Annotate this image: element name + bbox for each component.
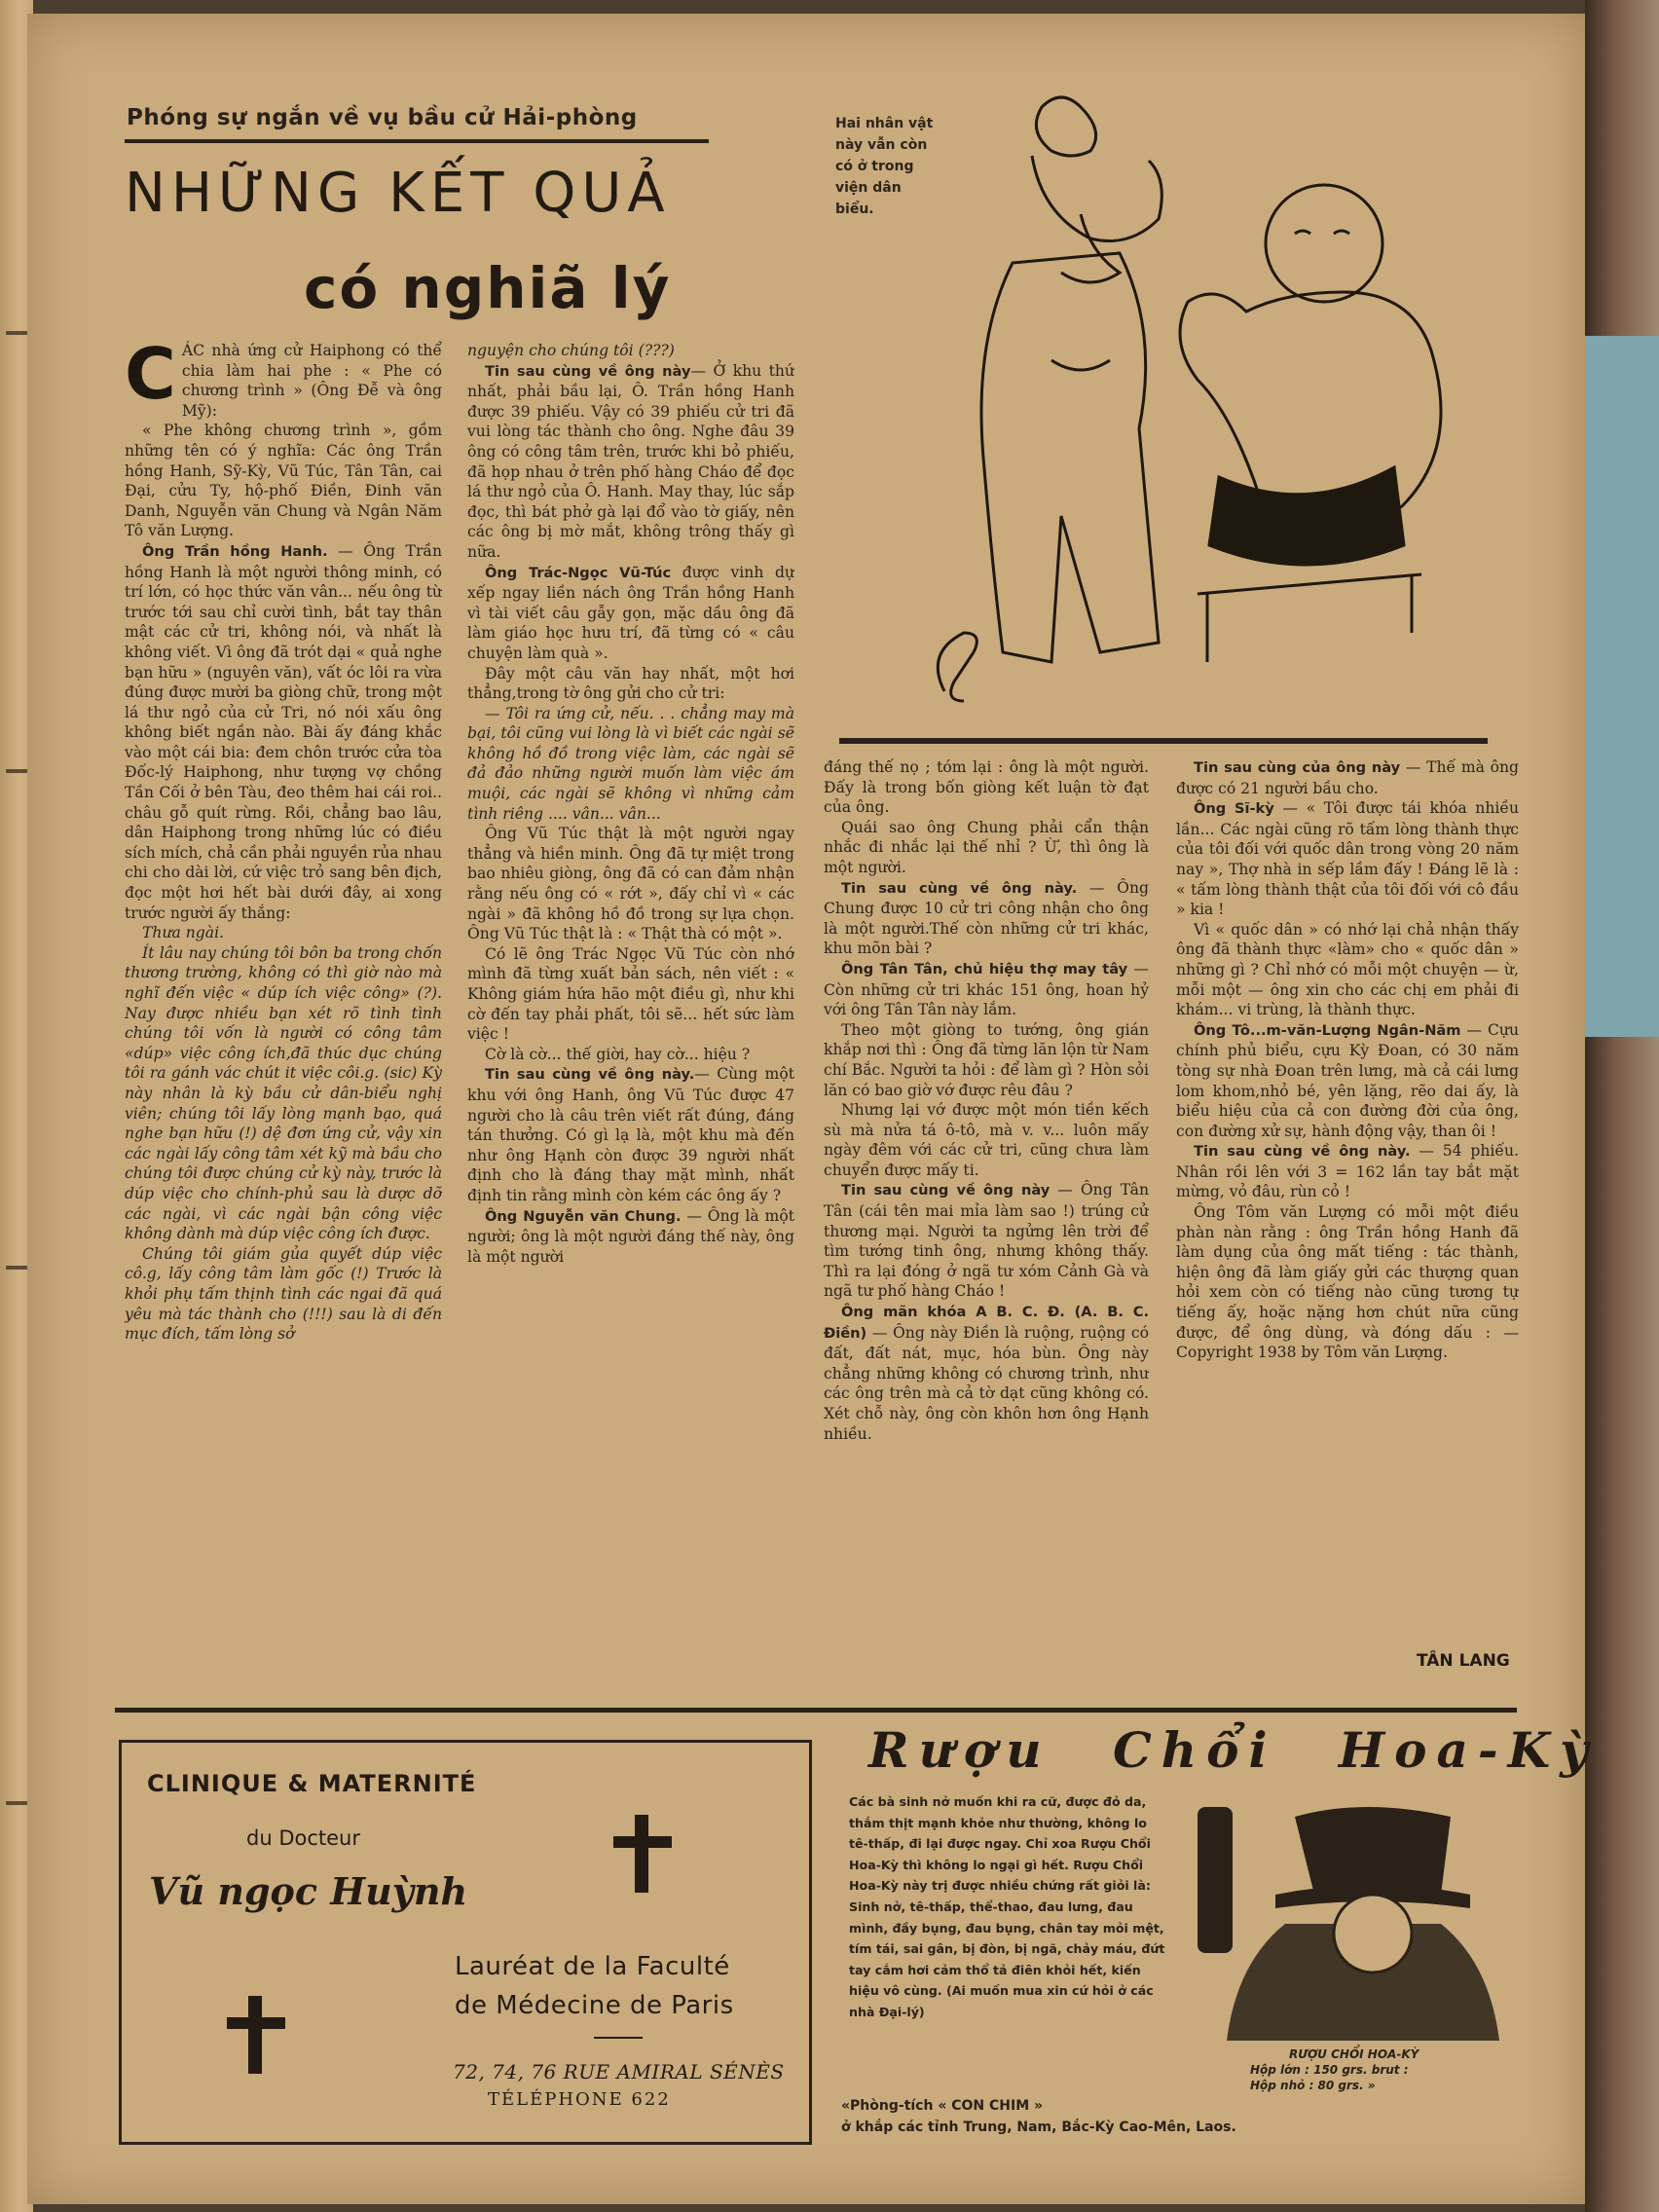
article-paragraph bbox=[1176, 798, 1519, 920]
wine-ad-footer-line-2: ở khắp các tỉnh Trung, Nam, Bắc-Kỳ Cao-Mên, Laos. bbox=[841, 2120, 1236, 2135]
article-text: — « Tôi được tái khóa nhiều lần... Các ngài cũng rõ tấm lòng thành thực của tôi đối với quốc dân trong vòng 20 năm nay », Thợ nhà in sếp lầm đấy ! Đáng lẽ là : « tấm lòng thành thật của tôi đối với cô đầu » kia ! bbox=[1176, 799, 1519, 919]
article-paragraph: Cờ là cờ... thế giời, hay cờ... hiệu ? bbox=[485, 1045, 751, 1063]
article-column-3 bbox=[824, 757, 1149, 1696]
article-text: Chúng tôi giám gủa quyết dúp việc cô.g, lấy công tâm làm gốc (!) Trước là khỏi phụ tấm thịnh tình các ngai đã quá yêu mà tác thành cho (!!!) sau là di đến mục đích, tấm lòng sở bbox=[125, 1244, 442, 1344]
article-text: ÁC nhà ứng cử Haiphong có thể chia làm hai phe : « Phe có chương trình » (Ông Đễ và ông Mỹ): bbox=[181, 342, 442, 420]
article-paragraph bbox=[125, 943, 442, 1244]
article-paragraph bbox=[467, 563, 794, 664]
article-paragraph: « Phe không chương trình », gồm những tên có ý nghĩa: Các ông Trần hồng Hanh, Sỹ-Kỳ, Vũ Túc, Tân Tân, cai Đại, cửu Ty, hộ-phố Điền, Đinh văn Danh, Nguyễn văn Chung và Ngân Năm Tô văn Lượng. bbox=[125, 422, 442, 540]
article-paragraph bbox=[125, 341, 442, 421]
article-text: — Ông là một người; ông là một người đáng thế này, ông là một người bbox=[467, 1206, 794, 1266]
wine-ad-footer-line-1: «Phòng-tích « CON CHIM » bbox=[841, 2098, 1044, 2114]
article-paragraph: Theo một giòng to tướng, ông gián khắp nơi thì : Ông đã từng lăn lộn từ Nam chí Bắc. Người ta hỏi : để làm gì ? Hòn sỏi lăn có bao giờ vớ được rêu đâu ? bbox=[824, 1020, 1149, 1099]
article-paragraph bbox=[467, 341, 794, 361]
subhead: Ông Sĩ-kỳ bbox=[1194, 800, 1274, 818]
subhead: Tin sau cùng về ông này. bbox=[1194, 1143, 1411, 1161]
article-text: nguyện cho chúng tôi (???) bbox=[467, 342, 675, 359]
article-text: — 54 phiếu. Nhân rồi lên với 3 = 162 lần tay bắt mặt mừng, vỏ đâu, rùn cỏ ! bbox=[1176, 1142, 1519, 1201]
article-paragraph: Có lẽ ông Trác Ngọc Vũ Túc còn nhớ mình đã từng xuất bản sách, nên viết : « Không giám hứa hão một điều gì, như khi cờ đến tay phải phất, tôi sẽ... hết sức làm việc ! bbox=[467, 944, 794, 1044]
article-column-1 bbox=[125, 341, 442, 1696]
article-paragraph: đáng thế nọ ; tóm lại : ông là một người. Đấy là trong bốn giòng kết luận tờ đạt của ông. bbox=[824, 758, 1149, 817]
stool bbox=[1198, 574, 1421, 662]
article-text: — Tôi ra ứng cử, nếu. . . chẳng may mà bại, tôi cũng vui lòng là vì biết các ngài sẽ không hồ đồ trong việc làm, các ngài sẽ đả đảo những người muốn làm việc ám muội, các ngài sẽ không vì những cảm tình riêng .... vân... vân... bbox=[467, 704, 794, 823]
clinic-subtitle: du Docteur bbox=[246, 1826, 360, 1850]
clinic-dash bbox=[594, 2037, 643, 2039]
blue-card-edge bbox=[1582, 336, 1659, 1037]
subhead: Tin sau cùng về ông này. bbox=[485, 1066, 695, 1084]
article-text: — Cựu chính phủ biểu, cựu Kỳ Đoan, có 30 năm tòng sự nhà Đoan trên lưng, mà cả cái lưng lom khom,nhỏ bé, yên lặng, rẽo dai ấy, là biểu hiệu của cả con đường đời của ông, con đường xử sự, hành động vậy, than ôi ! bbox=[1176, 1020, 1519, 1140]
subhead: Ông Nguyễn văn Chung. bbox=[485, 1207, 682, 1225]
article-paragraph bbox=[467, 361, 794, 563]
stitch-mark bbox=[6, 1266, 27, 1270]
article-text: Thưa ngài. bbox=[142, 924, 225, 942]
article-column-2 bbox=[467, 341, 794, 1696]
article-paragraph bbox=[125, 1244, 442, 1345]
article-text: — Ông Trần hồng Hanh là một người thông minh, có trí lớn, có học thức văn vân... nếu ông từ trước tới sau chỉ cười tình, bắt tay thân mật các cử tri, không nói, và nhất là không viết. Vì ông đã trót dại « quả nghe bạn hữu » (nguyên văn), vất óc lôi ra vừa đúng được mười ba giòng chữ, trong một lá thư ngỏ của cử Tri, nó nói xấu ông không biết ngần nào. Bài ấy đáng khắc vào một cái bia: đem chôn trước cửa tòa Đốc-lý Haiphong, như tượng vợ chồng Tần Cối ở bên Tàu, đeo thêm hai cái roi.. châu gỗ quít rừng. Rồi, chẳng bao lâu, dân Haiphong trong những lúc có điều sích mích, chả cần phải nguyền rủa nhau chi cho dài lời, cứ việc trỏ sang bên địch, đọc một hơi hết bài dưới đây, ai xong trước người ấy thắng: bbox=[125, 541, 442, 922]
article-paragraph: Vì « quốc dân » có nhớ lại chả nhận thấy ông đã thành thực «làm» cho « quốc dân » những gì ? Chỉ nhớ có mỗi một chuyện — ừ, mỗi một — ông xin cho các chị em phải đi khám... vi trùng, là thành thực. bbox=[1176, 920, 1519, 1019]
cross-icon bbox=[613, 1815, 672, 1893]
fat-man-shorts bbox=[1209, 467, 1404, 565]
old-man-head bbox=[1032, 156, 1161, 241]
bottle-label: RƯỢU CHỔI HOA-KỲ bbox=[1289, 2047, 1419, 2061]
credential-line-1: Lauréat de la Faculté bbox=[455, 1952, 730, 1981]
cartoon-caption: Hai nhân vật này vẫn còn có ở trong viện dân biểu. bbox=[835, 116, 934, 217]
article-paragraph: Đây một câu văn hay nhất, một hơi thẳng,trong tờ ông gửi cho cử tri: bbox=[467, 664, 794, 703]
article-paragraph bbox=[467, 1206, 794, 1268]
subhead: Tin sau cùng về ông này bbox=[485, 362, 691, 380]
stitch-mark bbox=[6, 1801, 27, 1805]
article-text: — Ở khu thứ nhất, phải bầu lại, Ô. Trần hồng Hanh được 39 phiếu. Vậy có 39 phiếu cử tri đã vui lòng tác thành cho ông. Nghe đâu 39 ông có công tâm trên, trước khi bỏ phiếu, đã họp nhau ở trên phố hàng Cháo để đọc lá thư ngỏ của Ô. Hanh. May thay, lúc sắp đọc, thì bát phở gà lại đổ vào tờ giấy, nên các ông bị mờ mắt, không trông thấy gì nữa. bbox=[467, 361, 794, 561]
article-signature: TÂN LANG bbox=[1417, 1651, 1510, 1671]
clinic-address: 72, 74, 76 RUE AMIRAL SÉNÈS bbox=[453, 2060, 785, 2083]
stitch-mark bbox=[6, 331, 27, 335]
subhead: Ông Tân Tân, chủ hiệu thợ may tây bbox=[841, 960, 1128, 977]
article-paragraph bbox=[467, 1064, 794, 1205]
doctor-name: Vũ ngọc Huỳnh bbox=[149, 1869, 468, 1913]
book-cover-edge bbox=[1585, 0, 1659, 2212]
wine-ad-labels bbox=[1250, 2046, 1523, 2093]
clinic-advertisement bbox=[119, 1740, 812, 2145]
ads-divider-rule bbox=[115, 1708, 1517, 1713]
headline-line-1: NHỮNG KẾT QUẢ bbox=[125, 162, 671, 225]
article-text: Ít lâu nay chúng tôi bôn ba trong chốn thương trường, không có thì giờ nào mà nghĩ đến việc « dúp ích việc công» (?). Nay được nhiều bạn xét rõ tình tình chúng tôi vốn là người có công tâm «dúp» việc công ích,đã thúc dục chúng tôi ra gánh vác chút it việc côi.g. (sic) Kỳ này nhân là kỳ bầu cử dân-biểu nghị viên; chúng tôi lấy lòng mạnh bạo, quá nghe bạn hữu (!) dệ đơn ứng cử, vậy xin các ngài lấy công tâm xét kỹ mà bầu cho chúng tôi được chúng cử kỳ này, trước là dúp việc cho chính-phủ sau là dược dỡ các ngài, vì các ngài bận công việc không dành mà dúp việc công ích được. bbox=[125, 943, 442, 1243]
article-paragraph bbox=[125, 923, 442, 943]
article-text: — Ông Chung được 10 cử tri công nhận cho ông là một người.Thế còn những cử tri khác, khu mõn bài ? bbox=[824, 878, 1149, 958]
credential-line-2: de Médecine de Paris bbox=[455, 1991, 734, 2020]
size-small: Hộp nhỏ : 80 grs. » bbox=[1250, 2079, 1376, 2092]
clinic-phone: TÉLÉPHONE 622 bbox=[488, 2089, 671, 2110]
old-man-robe bbox=[981, 253, 1159, 662]
article-text: — Cùng một khu với ông Hanh, ông Vũ Túc được 47 người cho là câu trên viết rất đúng, đáng tán thưởng. Có gì lạ là, một khu mà đến như ông Hạnh còn được 39 người nhất định cho là đáng thay mặt mình, nhất định tin rằng mình còn kém các ông ấy ? bbox=[467, 1065, 794, 1204]
subhead: Ông Trần hồng Hanh. bbox=[142, 542, 328, 560]
article-text: — Thế mà ông được có 21 người bầu cho. bbox=[1176, 758, 1519, 797]
article-paragraph bbox=[824, 1302, 1149, 1444]
article-column-4 bbox=[1176, 757, 1519, 1638]
cartoon-divider-rule bbox=[839, 738, 1488, 744]
wine-ad-footer bbox=[841, 2095, 1445, 2138]
wine-ad-body: Các bà sinh nở muốn khi ra cữ, được đỏ da, thắm thịt mạnh khỏe như thường, không lo tê-thấp, đi lại được ngay. Chỉ xoa Rượu Chổi Hoa-Kỳ thì không lo ngại gì hết. Rượu Chổi Hoa-Kỳ này trị được nhiều chứng rất giỏi là: Sinh nở, tê-thấp, thể-thao, đau lưng, đau mình, đầy bụng, đau bụng, chân tay mỏi mệt, tím tái, sai gân, bị đòn, bị ngã, chảy máu, đứt tay cắm hơi cảm thổ tả điên khỏi hết, kiến hiệu vô cùng. (Ai muốn mua xin cứ hỏi ở các nhà Đại-lý) bbox=[849, 1794, 1165, 2019]
article-kicker: Phóng sự ngắn về vụ bầu cử Hải-phòng bbox=[127, 105, 638, 130]
article-text: — Còn những cử tri khác 151 ông, hoan hỷ với ông Tân Tân này lắm. bbox=[824, 959, 1149, 1019]
subhead: Tin sau cùng về ông này. bbox=[841, 879, 1078, 897]
clinic-title: CLINIQUE & MATERNITÉ bbox=[147, 1770, 477, 1797]
cartoon-illustration bbox=[896, 68, 1499, 740]
article-text: — Ông này Điền là ruộng, ruộng có đất, đất nát, mục, hóa bùn. Ông này chẳng những không có chương trình, như các ông trên mà cả tờ dạt cũng không có. Xét chỗ này, ông còn khôn hơn ông Hạnh nhiều. bbox=[824, 1323, 1149, 1443]
article-paragraph bbox=[1176, 757, 1519, 798]
subhead: Tin sau cùng của ông này bbox=[1194, 759, 1401, 776]
kicker-underline bbox=[125, 139, 709, 143]
article-paragraph: Quái sao ông Chung phải cẩn thận nhắc đi nhắc lại thế nhỉ ? Ừ, thì ông là một người. bbox=[824, 818, 1149, 876]
wine-ad-illustration bbox=[1178, 1788, 1509, 2060]
article-paragraph bbox=[824, 1180, 1149, 1302]
doctor-credentials bbox=[455, 1947, 734, 2025]
headline-line-2: có nghiã lý bbox=[304, 255, 672, 321]
article-paragraph: Nhưng lại vớ được một món tiền kếch sù mà nửa tá ô-tô, mà v. v... luôn mấy ngày đêm với các cử tri, cũng chưa làm chuyển được mấy ti. bbox=[824, 1101, 1149, 1179]
subhead: Ông mãn khóa A B. C. Đ. (A. B. C. Điền) bbox=[824, 1304, 1149, 1342]
drop-cap: C bbox=[125, 341, 176, 415]
old-man-hat bbox=[1036, 97, 1095, 156]
article-paragraph bbox=[1176, 1020, 1519, 1142]
article-text: được vinh dự xếp ngay liền nách ông Trần hồng Hanh vì tài viết câu gẫy gọn, mặc dầu ông đã làm giáo học hưu trí, đã từng có « câu chuyện làm quà ». bbox=[467, 563, 794, 662]
bottle-icon bbox=[1198, 1807, 1233, 1953]
article-paragraph bbox=[1176, 1141, 1519, 1202]
article-paragraph bbox=[824, 878, 1149, 959]
subhead: Tin sau cùng về ông này bbox=[841, 1182, 1051, 1199]
old-man-cane bbox=[938, 633, 977, 691]
article-paragraph: Ông Vũ Túc thật là một người ngay thẳng và hiền minh. Ông đã tự miệt trong bao nhiêu giòng, ông đã có can đảm nhận rằng nếu ông có « rớt », đấy chỉ vì « các ngài » đã không hồ đồ trong sự lựa chọn. Ông Vũ Túc thật là : « Thật thà có một ». bbox=[467, 825, 794, 943]
wine-ad-title: Rượu Chổi Hoa-Kỳ bbox=[868, 1721, 1599, 1779]
article-text: — Ông Tân Tân (cái tên mai mỉa làm sao !) trúng cử thương mại. Người ta ngửng lên trời để tìm tướng tinh ông, nhưng không thấy. Thì ra lại đóng ở ngã tư xóm Cảnh Gà và ngã tư phố hàng Cháo ! bbox=[824, 1181, 1149, 1301]
size-large: Hộp lớn : 150 grs. brut : bbox=[1250, 2063, 1409, 2077]
stitch-mark bbox=[6, 769, 27, 773]
subhead: Ông Tô...m-văn-Lượng Ngân-Năm bbox=[1194, 1021, 1461, 1039]
article-paragraph bbox=[824, 959, 1149, 1020]
article-paragraph bbox=[125, 541, 442, 923]
cross-icon bbox=[227, 1996, 285, 2074]
article-paragraph bbox=[467, 704, 794, 825]
article-paragraph: Ông Tôm văn Lượng có mỗi một điều phàn nàn rằng : ông Trần hồng Hanh đã làm dụng của ông mất tiếng : tác thành, hiện ông đã làm giấy gửi các thượng quan hỏi xem còn có tiếng nào cũng tương tự tiếng ấy, hoặc nặng hơn chút nữa cũng được, để ông dùng, và đóng dấu : — Copyright 1938 by Tôm văn Lượng. bbox=[1176, 1203, 1519, 1362]
fat-man-head bbox=[1266, 185, 1382, 302]
subhead: Ông Trác-Ngọc Vũ-Túc bbox=[485, 564, 672, 581]
